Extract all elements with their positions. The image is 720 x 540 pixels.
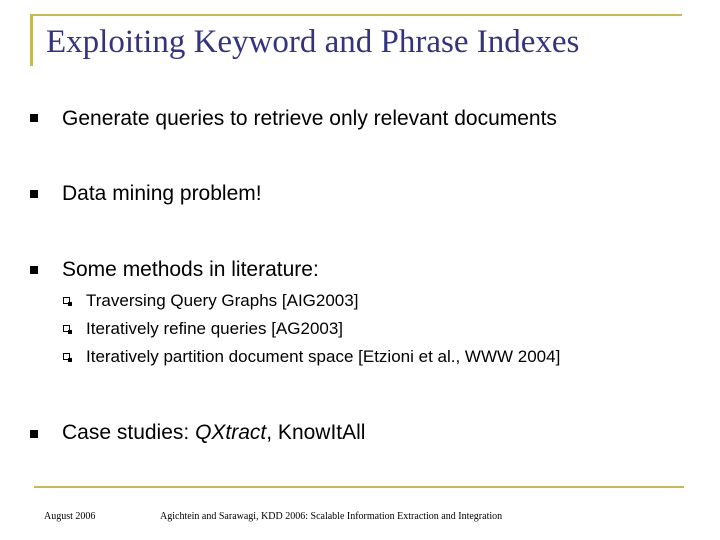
bullet-text: Some methods in literature: (62, 258, 319, 281)
case-studies-italic: QXtract (195, 421, 267, 444)
bullet-square-icon (30, 430, 38, 438)
case-studies-prefix: Case studies: (62, 421, 196, 444)
sub-bullet-text: Traversing Query Graphs [AIG2003] (86, 291, 359, 310)
sub-bullet-icon (63, 325, 70, 332)
sub-bullet-icon (63, 353, 70, 360)
footer-date: August 2006 (44, 511, 96, 522)
bullet-square-icon (30, 190, 38, 198)
bullet-square-icon (30, 266, 38, 274)
bullet-square-icon (30, 114, 38, 122)
title-frame-top-rule (30, 14, 682, 16)
title-frame-left-rule (30, 14, 33, 66)
sub-bullet-text: Iteratively refine queries [AG2003] (86, 319, 344, 338)
bullet-text: Data mining problem! (62, 182, 262, 205)
sub-bullet-icon (63, 297, 70, 304)
footer-rule (34, 486, 684, 488)
bullet-text: Generate queries to retrieve only relevant documents (62, 107, 557, 130)
bullet-text-case-studies (62, 422, 365, 443)
slide-title: Exploiting Keyword and Phrase Indexes (46, 24, 580, 60)
sub-bullet-text: Iteratively partition document space [Etzioni et al., WWW 2004] (86, 347, 561, 366)
case-studies-suffix: , KnowItAll (266, 421, 366, 444)
footer-credit: Agichtein and Sarawagi, KDD 2006: Scalable Information Extraction and Integration (160, 511, 503, 522)
